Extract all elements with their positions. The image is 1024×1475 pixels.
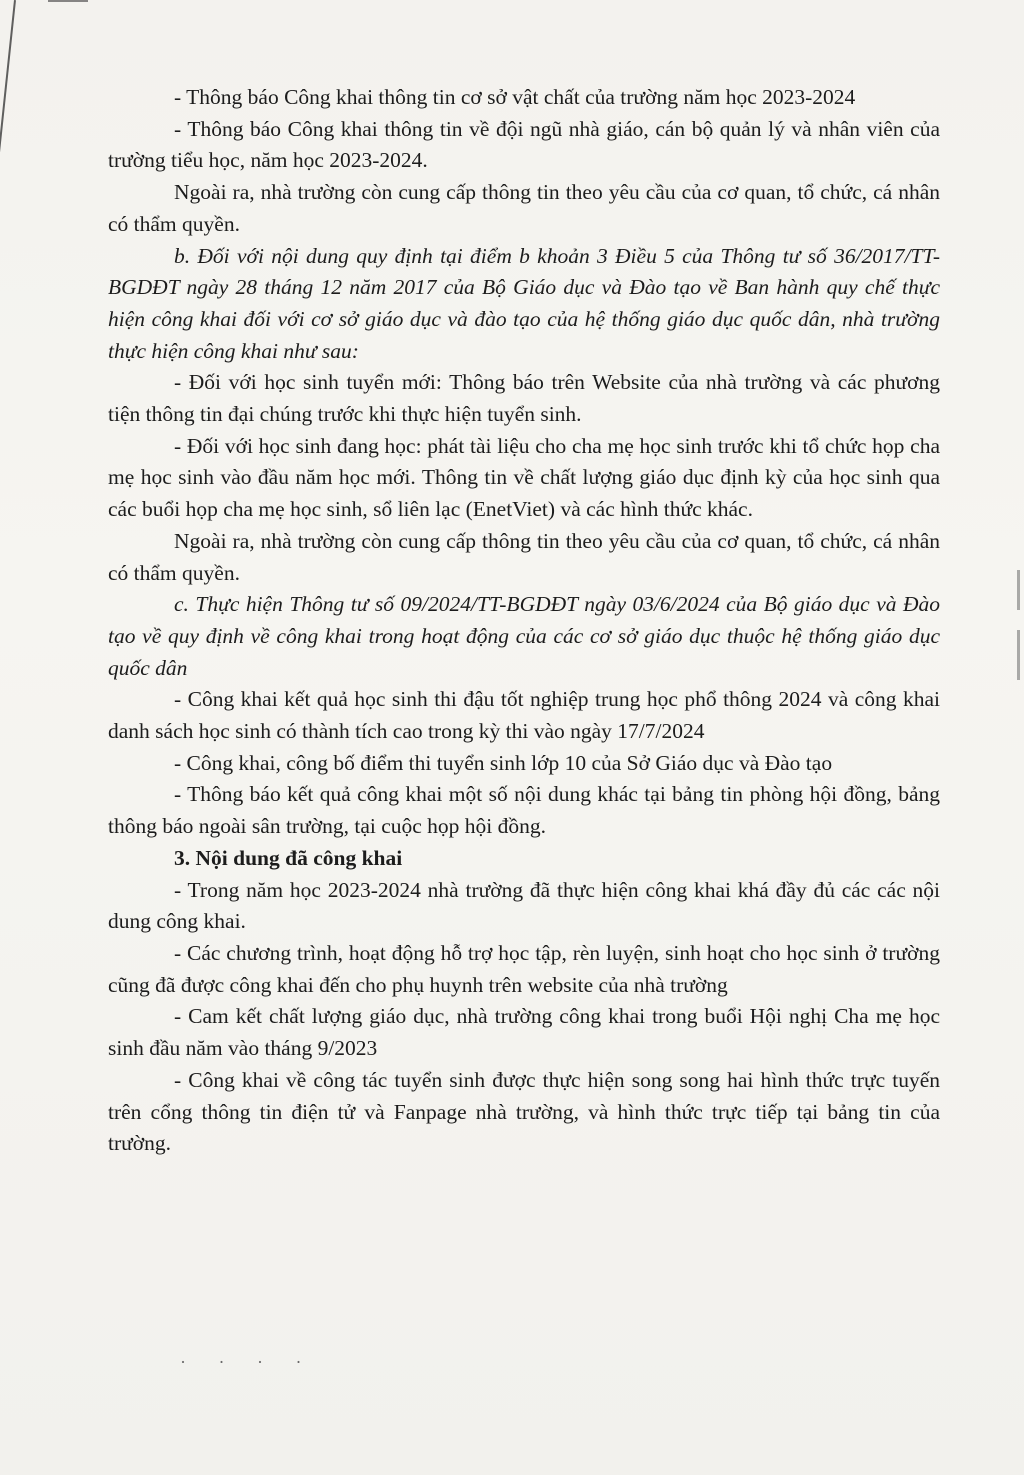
paragraph-new-students: - Đối với học sinh tuyển mới: Thông báo trên Website của nhà trường và các phương tiện thông tin đại chúng trước khi thực hiện tuyển sinh.: [108, 370, 940, 427]
paragraph-year-summary: - Trong năm học 2023-2024 nhà trường đã thực hiện công khai khá đầy đủ các các nội dung công khai.: [108, 877, 940, 934]
scan-corner-mark: [48, 0, 88, 14]
paragraph-current-students: - Đối với học sinh đang học: phát tài liệu cho cha mẹ học sinh trước khi tổ chức họp cha mẹ học sinh vào đầu năm học mới. Thông tin về chất lượng giáo dục định kỳ của học sinh qua các buổi họp cha mẹ học sinh, sổ liên lạc (EnetViet) và các hình thức khác.: [108, 433, 940, 522]
scan-edge-line: [0, 0, 16, 189]
paragraph-additional-info: Ngoài ra, nhà trường còn cung cấp thông tin theo yêu cầu của cơ quan, tổ chức, cá nhân có thẩm quyền.: [108, 180, 940, 236]
paragraph-programs: - Các chương trình, hoạt động hỗ trợ học tập, rèn luyện, sinh hoạt cho học sinh ở trường cũng đã được công khai đến cho phụ huynh trên website của nhà trường: [108, 940, 940, 997]
paragraph-quality-commitment: - Cam kết chất lượng giáo dục, nhà trường công khai trong buổi Hội nghị Cha mẹ học sinh đầu năm vào tháng 9/2023: [108, 1004, 940, 1061]
scan-edge-mark: [1017, 570, 1020, 610]
paragraph-section-b: b. Đối với nội dung quy định tại điểm b khoản 3 Điều 5 của Thông tư số 36/2017/TT-BGDĐT ngày 28 tháng 12 năm 2017 của Bộ Giáo dục và Đào tạo về Ban hành quy chế thực hiện công khai đối với cơ sở giáo dục và đào tạo của hệ thống giáo dục quốc dân, nhà trường thực hiện công khai như sau:: [108, 243, 940, 363]
paragraph-graduation-results: - Công khai kết quả học sinh thi đậu tốt nghiệp trung học phổ thông 2024 và công khai danh sách học sinh có thành tích cao trong kỳ thi vào ngày 17/7/2024: [108, 687, 940, 744]
paragraph-facilities-notice: - Thông báo Công khai thông tin cơ sở vật chất của trường năm học 2023-2024: [174, 85, 856, 109]
paragraph-staff-notice: - Thông báo Công khai thông tin về đội ngũ nhà giáo, cán bộ quản lý và nhân viên của trường tiểu học, năm học 2023-2024.: [108, 116, 940, 173]
paragraph-section-c: c. Thực hiện Thông tư số 09/2024/TT-BGDĐT ngày 03/6/2024 của Bộ giáo dục và Đào tạo về quy định về công khai trong hoạt động của các cơ sở giáo dục thuộc hệ thống giáo dục quốc dân: [108, 592, 940, 680]
paragraph-additional-info-2: Ngoài ra, nhà trường còn cung cấp thông tin theo yêu cầu của cơ quan, tổ chức, cá nhân có thẩm quyền.: [108, 528, 940, 585]
section-heading-3: 3. Nội dung đã công khai: [174, 845, 403, 870]
paragraph-admissions: - Công khai về công tác tuyển sinh được thực hiện song song hai hình thức trực tuyến trên cổng thông tin điện tử và Fanpage nhà trường, và hình thức trực tiếp tại bảng tin của trường.: [108, 1067, 940, 1156]
paragraph-bulletin-notice: - Thông báo kết quả công khai một số nội dung khác tại bảng tin phòng hội đồng, bảng thông báo ngoài sân trường, tại cuộc họp hội đồng.: [108, 782, 940, 839]
scan-edge-mark: [1017, 630, 1020, 680]
scan-dots: · · · ·: [180, 1352, 316, 1372]
document-body: [108, 82, 940, 1160]
paragraph-entrance-scores: - Công khai, công bố điểm thi tuyển sinh lớp 10 của Sở Giáo dục và Đào tạo: [174, 750, 833, 775]
